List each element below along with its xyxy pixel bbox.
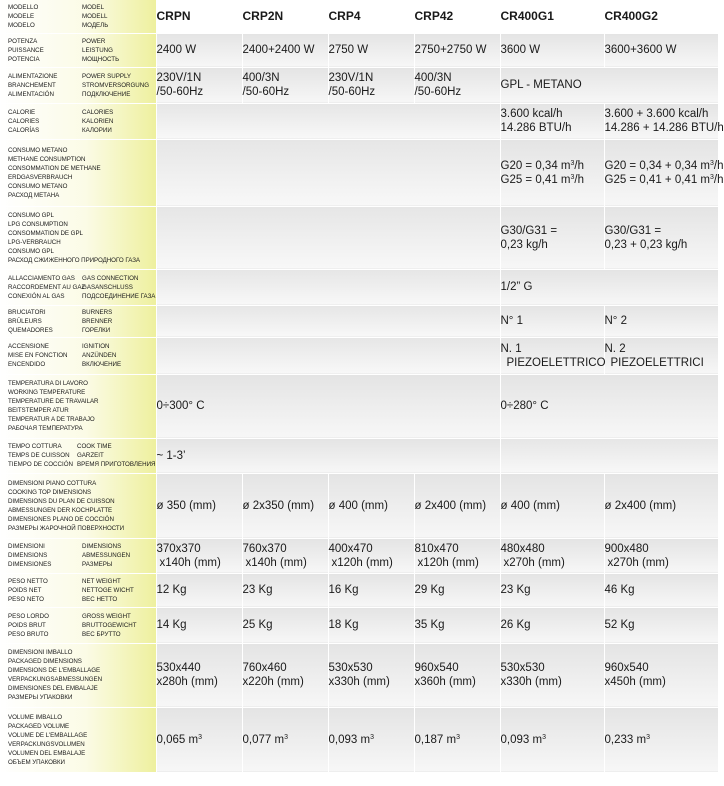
dimensions-value: 370x370 x140h (mm) (156, 538, 242, 573)
model-name: CRP4 (328, 0, 414, 33)
supply-value: 230V/1N /50-60Hz (328, 67, 414, 103)
top-dimensions-value: ø 350 (mm) (156, 473, 242, 538)
pack-volume-value: 0,065 $m^3$ (156, 707, 242, 772)
burners-value: N° 1 (500, 305, 604, 337)
gross-weight-value: 52 Kg (604, 607, 718, 643)
model-name: CRP2N (242, 0, 328, 33)
row-model (0, 0, 718, 33)
row-ignition (0, 337, 718, 374)
pack-volume-value: 0,077 $m^3$ (242, 707, 328, 772)
label-temperature: TEMPERATURA DI LAVORO WORKING TEMPERATURE TEMPERATURE DE TRAVAILAR BEITSTEMPER ATUR TEMPERATUR A DE TRABAJO РАБОЧАЯ ТЕМПЕРАТУРА (0, 374, 156, 438)
model-name: CRPN (156, 0, 242, 33)
label-calories: CALORIE CALORIES CALORÍAS CALORIES KALORIEN КАЛОРИИ (0, 103, 156, 139)
label-top-dimensions: DIMENSIONI PIANO COTTURA COOKING TOP DIMENSIONS DIMENSIONS DU PLAN DE CUISSON ABMESSUNGEN DER KOCHPLATTE DIMENSIONES PLANO DE COCCIÓN РАЗМЕРЫ ЖАРОЧНОЙ ПОВЕРХНОСТИ (0, 473, 156, 538)
label-power: POTENZA PUISSANCE POTENCIA POWER LEISTUNG МОЩНОСТЬ (0, 33, 156, 67)
row-cook-time (0, 438, 718, 473)
pack-dimensions-value: 960x540 x360h (mm) (414, 643, 500, 707)
dimensions-value: 480x480 x270h (mm) (500, 538, 604, 573)
lpg-value: G30/G31 = 0,23 + 0,23 kg/h (604, 206, 718, 269)
row-gas-connection (0, 269, 718, 305)
label-net-weight: PESO NETTO POIDS NET PESO NETO NET WEIGHT NETTOGE WICHT ВЕС НЕТТО (0, 573, 156, 607)
dimensions-value: 900x480 x270h (mm) (604, 538, 718, 573)
top-dimensions-value: ø 2x400 (mm) (414, 473, 500, 538)
label-ignition: ACCENSIONE MISE EN FONCTION ENCENDIDO IGNITION ANZÜNDEN ВКЛЮЧЕНИЕ (0, 337, 156, 374)
temperature-value: 0÷300° C (156, 374, 500, 438)
net-weight-value: 46 Kg (604, 573, 718, 607)
methane-value: G20 = 0,34 + 0,34 $m^3/h$ G25 = 0,41 + 0,41 $m^3/h$ (604, 139, 718, 206)
row-supply (0, 67, 718, 103)
net-weight-value: 23 Kg (500, 573, 604, 607)
gross-weight-value: 35 Kg (414, 607, 500, 643)
row-dimensions (0, 538, 718, 573)
pack-dimensions-value: 530x530 x330h (mm) (500, 643, 604, 707)
supply-gas-value: GPL - METANO (500, 67, 718, 103)
label-dimensions: DIMENSIONI DIMENSIONS DIMENSIONES DIMENSIONS ABMESSUNGEN РАЗМЕРЫ (0, 538, 156, 573)
gross-weight-value: 26 Kg (500, 607, 604, 643)
model-name: CRP42 (414, 0, 500, 33)
gross-weight-value: 25 Kg (242, 607, 328, 643)
empty-cell (156, 139, 500, 206)
dimensions-value: 810x470 x120h (mm) (414, 538, 500, 573)
pack-volume-value: 0,233 $m^3$ (604, 707, 718, 772)
label-gross-weight: PESO LORDO POIDS BRUT PESO BRUTO GROSS WEIGHT BRUTTOGEWICHT ВЕС БРУТТО (0, 607, 156, 643)
calories-value: 3.600 + 3.600 kcal/h 14.286 + 14.286 BTU/h (604, 103, 718, 139)
top-dimensions-value: ø 2x350 (mm) (242, 473, 328, 538)
row-pack-volume (0, 707, 718, 772)
pack-dimensions-value: 530x530 x330h (mm) (328, 643, 414, 707)
dimensions-value: 400x470 x120h (mm) (328, 538, 414, 573)
model-name: CR400G2 (604, 0, 718, 33)
supply-value: 400/3N /50-60Hz (242, 67, 328, 103)
cook-time-value: ~ 1-3’ (156, 438, 500, 473)
empty-cell (156, 103, 500, 139)
top-dimensions-value: ø 2x400 (mm) (604, 473, 718, 538)
power-value: 3600+3600 W (604, 33, 718, 67)
supply-value: 400/3N /50-60Hz (414, 67, 500, 103)
ignition-value: N. 1 PIEZOELETTRICO (500, 337, 604, 374)
row-methane (0, 139, 718, 206)
label-lpg: CONSUMO GPL LPG CONSUMPTION CONSOMMATION DE GPL LPG-VERBRAUCH CONSUMO GPL РАСХОД СЖИЖЕННОГО ПРИРОДНОГО ГАЗА (0, 206, 156, 269)
top-dimensions-value: ø 400 (mm) (500, 473, 604, 538)
power-value: 3600 W (500, 33, 604, 67)
row-lpg (0, 206, 718, 269)
row-calories (0, 103, 718, 139)
burners-value: N° 2 (604, 305, 718, 337)
row-temperature (0, 374, 718, 438)
label-pack-volume: VOLUME IMBALLO PACKAGED VOLUME VOLUME DE L'EMBALLAGE VERPACKUNGSVOLUMEN VOLUMEN DEL EMBALAJE ОБЪЕМ УПАКОВКИ (0, 707, 156, 772)
label-cook-time: TEMPO COTTURA TEMPS DE CUISSON TIEMPO DE COCCIÓN COOK TIME GARZEIT ВРЕМЯ ПРИГОТОВЛЕНИЯ (0, 438, 156, 473)
net-weight-value: 29 Kg (414, 573, 500, 607)
ignition-value: N. 2 PIEZOELETTRICI (604, 337, 718, 374)
model-name: CR400G1 (500, 0, 604, 33)
empty-cell (156, 206, 500, 269)
row-gross-weight (0, 607, 718, 643)
gross-weight-value: 14 Kg (156, 607, 242, 643)
label-supply: ALIMENTAZIONE BRANCHEMENT ALIMENTACIÓN POWER SUPPLY STROMVERSORGUNG ПОДКЛЮЧЕНИЕ (0, 67, 156, 103)
empty-cell (156, 337, 500, 374)
net-weight-value: 12 Kg (156, 573, 242, 607)
empty-cell (500, 438, 718, 473)
power-value: 2400 W (156, 33, 242, 67)
row-pack-dimensions (0, 643, 718, 707)
calories-value: 3.600 kcal/h 14.286 BTU/h (500, 103, 604, 139)
gross-weight-value: 18 Kg (328, 607, 414, 643)
power-value: 2750+2750 W (414, 33, 500, 67)
row-net-weight (0, 573, 718, 607)
label-pack-dimensions: DIMENSIONI IMBALLO PACKAGED DIMENSIONS DIMENSIONS DE L'EMBALLAGE VERPACKUNGSABMESSUNGEN DIMENSIONES DEL EMBALAJE РАЗМЕРЫ УПАКОВКИ (0, 643, 156, 707)
supply-value: 230V/1N /50-60Hz (156, 67, 242, 103)
row-burners (0, 305, 718, 337)
empty-cell (156, 305, 500, 337)
gas-connection-value: 1/2” G (500, 269, 718, 305)
label-methane: CONSUMO METANO METHANE CONSUMPTION CONSOMMATION DE METHANE ERDGASVERBRAUCH CONSUMO METANO РАСХОД МЕТАНА (0, 139, 156, 206)
power-value: 2750 W (328, 33, 414, 67)
pack-volume-value: 0,187 $m^3$ (414, 707, 500, 772)
pack-volume-value: 0,093 $m^3$ (500, 707, 604, 772)
power-value: 2400+2400 W (242, 33, 328, 67)
row-power (0, 33, 718, 67)
pack-dimensions-value: 530x440 x280h (mm) (156, 643, 242, 707)
pack-dimensions-value: 960x540 x450h (mm) (604, 643, 718, 707)
pack-dimensions-value: 760x460 x220h (mm) (242, 643, 328, 707)
net-weight-value: 16 Kg (328, 573, 414, 607)
label-burners: BRUCIATORI BRÛLEURS QUEMADORES BURNERS BRENNER ГОРЕЛКИ (0, 305, 156, 337)
methane-value: G20 = 0,34 $m^3/h$ G25 = 0,41 $m^3/h$ (500, 139, 604, 206)
row-top-dimensions (0, 473, 718, 538)
pack-volume-value: 0,093 $m^3$ (328, 707, 414, 772)
temperature-value: 0÷280° C (500, 374, 718, 438)
top-dimensions-value: ø 400 (mm) (328, 473, 414, 538)
label-model: MODELLO MODELE MODELO MODEL MODELL МОДЕЛЬ (0, 0, 156, 33)
dimensions-value: 760x370 x140h (mm) (242, 538, 328, 573)
net-weight-value: 23 Kg (242, 573, 328, 607)
label-gas-connection: ALLACCIAMENTO GAS RACCORDEMENT AU GAZ CONEXIÓN AL GAS GAS CONNECTION GASANSCHLUSS ПОДСОЕДИНЕНИЕ ГАЗА (0, 269, 156, 305)
lpg-value: G30/G31 = 0,23 kg/h (500, 206, 604, 269)
empty-cell (156, 269, 500, 305)
